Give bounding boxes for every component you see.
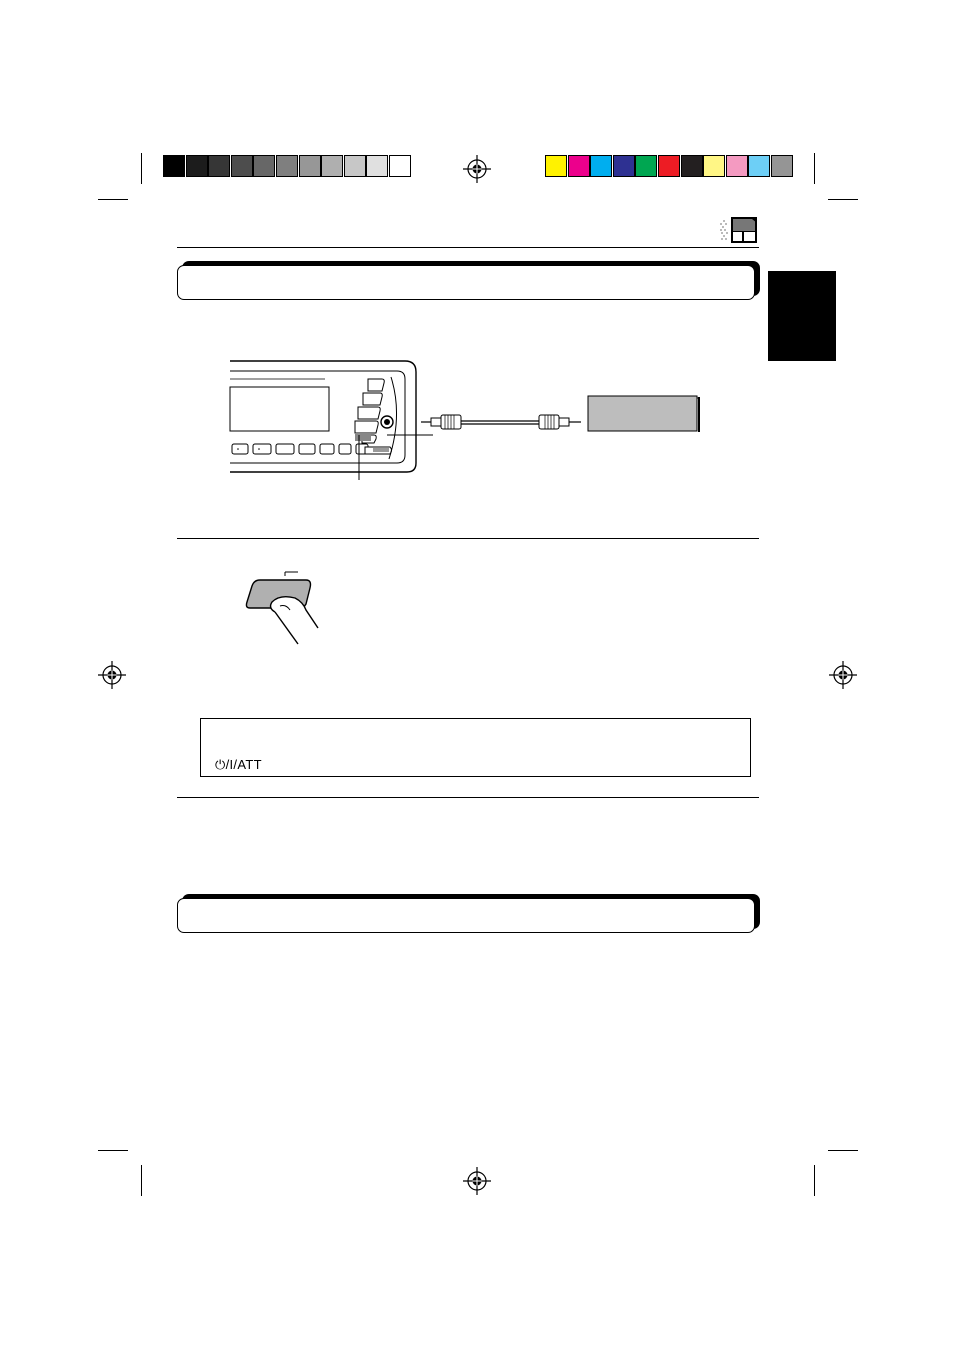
power-att-button-label: ⏻/I/ATT (215, 757, 262, 772)
calibration-swatch (545, 155, 567, 177)
registration-mark-icon (98, 661, 126, 689)
calibration-swatch (276, 155, 298, 177)
finger-press-icon (240, 568, 330, 648)
crop-mark (828, 1150, 858, 1151)
connection-diagram (225, 355, 705, 490)
section-rule (177, 797, 759, 798)
calibration-swatch (590, 155, 612, 177)
calibration-swatch (703, 155, 725, 177)
registration-mark-icon (463, 1167, 491, 1195)
disc-slot-icon (718, 215, 760, 245)
calibration-swatch (726, 155, 748, 177)
calibration-swatch (186, 155, 208, 177)
calibration-swatch (389, 155, 411, 177)
crop-mark (814, 1165, 815, 1196)
calibration-swatch (681, 155, 703, 177)
crop-mark (814, 153, 815, 184)
calibration-swatch (568, 155, 590, 177)
calibration-swatch (635, 155, 657, 177)
calibration-swatch (231, 155, 253, 177)
section-heading-bar (177, 265, 755, 300)
calibration-swatch (163, 155, 185, 177)
calibration-swatch (299, 155, 321, 177)
crop-mark (141, 1165, 142, 1196)
calibration-swatch (748, 155, 770, 177)
crop-mark (98, 1150, 128, 1151)
crop-mark (98, 199, 128, 200)
calibration-swatch (321, 155, 343, 177)
header-rule (177, 247, 759, 248)
calibration-swatch (658, 155, 680, 177)
calibration-swatch (771, 155, 793, 177)
calibration-swatch (344, 155, 366, 177)
section-heading-bar (177, 898, 755, 933)
calibration-swatch (208, 155, 230, 177)
calibration-swatch (366, 155, 388, 177)
section-rule (177, 538, 759, 539)
calibration-swatch (253, 155, 275, 177)
section-side-tab (768, 271, 836, 361)
registration-mark-icon (463, 155, 491, 183)
crop-mark (828, 199, 858, 200)
note-box (200, 718, 751, 777)
crop-mark (141, 153, 142, 184)
calibration-swatch (613, 155, 635, 177)
registration-mark-icon (829, 661, 857, 689)
